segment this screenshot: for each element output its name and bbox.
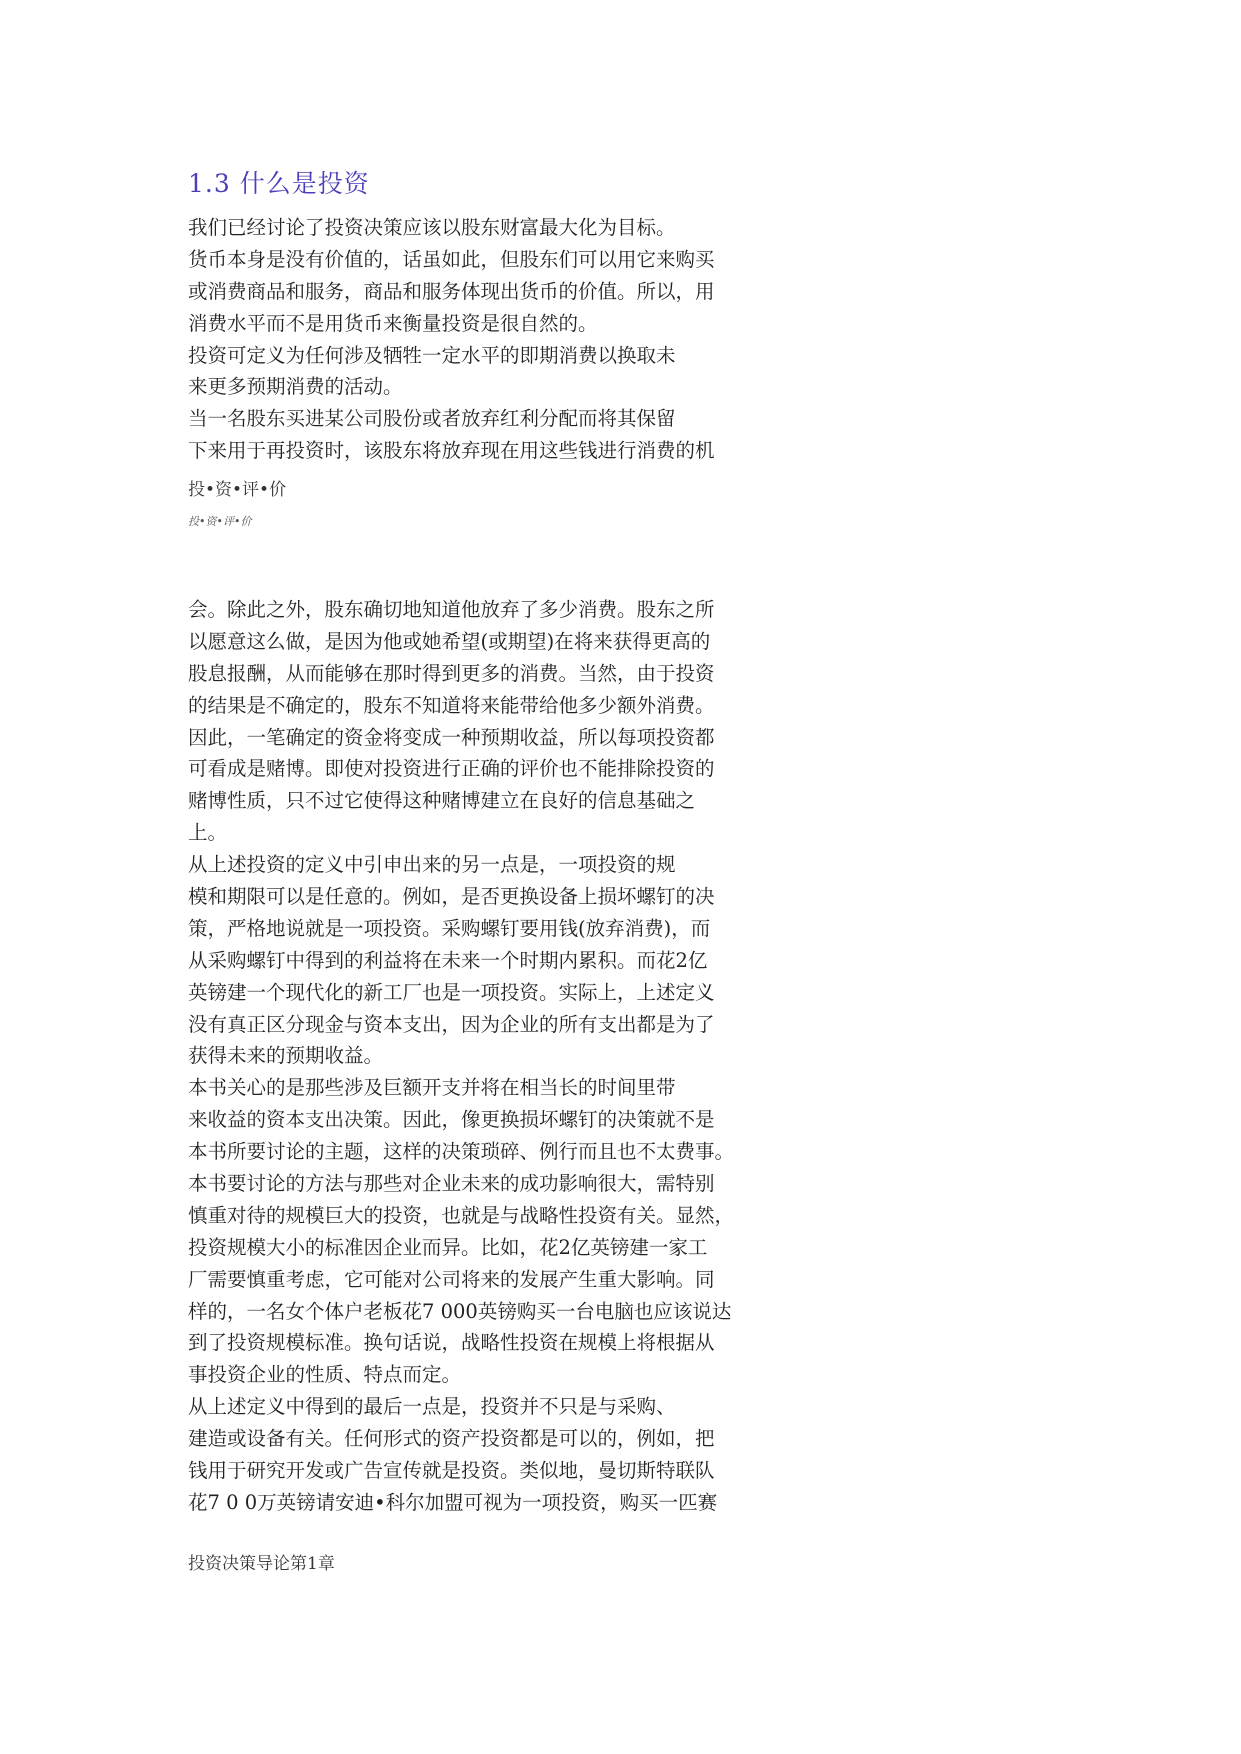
running-head: 投•资•评•价 (188, 480, 287, 500)
text-line: 模和期限可以是任意的。例如，是否更换设备上损坏螺钉的决 (188, 885, 715, 909)
text-line: 消费水平而不是用货币来衡量投资是很自然的。 (188, 311, 598, 335)
text-line: 上。 (188, 821, 228, 845)
text-line: 货币本身是没有价值的，话虽如此，但股东们可以用它来购买 (188, 247, 715, 271)
paragraph-block-main (188, 594, 734, 1519)
text-line: 本书要讨论的方法与那些对企业未来的成功影响很大，需特别 (188, 1172, 715, 1196)
text-line: 英镑建一个现代化的新工厂也是一项投资。实际上，上述定义 (188, 980, 715, 1004)
text-line: 到了投资规模标准。换句话说，战略性投资在规模上将根据从 (188, 1331, 715, 1355)
chapter-footer: 投资决策导论第1章 (188, 1554, 335, 1574)
text-line: 因此，一笔确定的资金将变成一种预期收益，所以每项投资都 (188, 725, 715, 749)
text-line: 来收益的资本支出决策。因此，像更换损坏螺钉的决策就不是 (188, 1108, 715, 1132)
text-line: 慎重对待的规模巨大的投资，也就是与战略性投资有关。显然， (188, 1203, 735, 1227)
text-line: 会。除此之外，股东确切地知道他放弃了多少消费。股东之所 (188, 598, 715, 621)
text-line: 我们已经讨论了投资决策应该以股东财富最大化为目标。 (188, 216, 676, 239)
text-line: 当一名股东买进某公司股份或者放弃红利分配而将其保留 (188, 407, 676, 431)
text-line: 没有真正区分现金与资本支出，因为企业的所有支出都是为了 (188, 1012, 715, 1036)
text-line: 股息报酬，从而能够在那时得到更多的消费。当然，由于投资 (188, 661, 715, 685)
text-line: 投资可定义为任何涉及牺牲一定水平的即期消费以换取未 (188, 343, 676, 367)
text-line: 花7 0 0万英镑请安迪•科尔加盟可视为一项投资，购买一匹赛 (188, 1490, 718, 1514)
text-line: 赌博性质，只不过它使得这种赌博建立在良好的信息基础之 (188, 789, 696, 813)
section-heading: 1.3 什么是投资 (188, 169, 370, 198)
text-line: 从采购螺钉中得到的利益将在未来一个时期内累积。而花2亿 (188, 948, 708, 972)
text-line: 钱用于研究开发或广告宣传就是投资。类似地，曼切斯特联队 (188, 1459, 715, 1483)
text-line: 厂需要慎重考虑，它可能对公司将来的发展产生重大影响。同 (188, 1267, 715, 1291)
text-line: 来更多预期消费的活动。 (188, 375, 403, 399)
running-head-small: 投•资•评•价 (188, 515, 252, 528)
text-line: 下来用于再投资时，该股东将放弃现在用这些钱进行消费的机 (188, 439, 715, 463)
text-line: 策，严格地说就是一项投资。采购螺钉要用钱(放弃消费)，而 (188, 916, 711, 940)
text-line: 建造或设备有关。任何形式的资产投资都是可以的，例如，把 (188, 1427, 715, 1451)
paragraph-block-top (188, 212, 715, 467)
text-line: 从上述投资的定义中引申出来的另一点是，一项投资的规 (188, 853, 676, 877)
text-line: 本书所要讨论的主题，这样的决策琐碎、例行而且也不太费事。 (188, 1140, 735, 1164)
text-line: 本书关心的是那些涉及巨额开支并将在相当长的时间里带 (188, 1076, 676, 1100)
text-line: 事投资企业的性质、特点而定。 (188, 1363, 462, 1387)
text-line: 投资规模大小的标准因企业而异。比如，花2亿英镑建一家工 (188, 1235, 708, 1259)
text-line: 或消费商品和服务，商品和服务体现出货币的价值。所以，用 (188, 279, 715, 303)
text-line: 以愿意这么做，是因为他或她希望(或期望)在将来获得更高的 (188, 629, 711, 653)
text-line: 从上述定义中得到的最后一点是，投资并不只是与采购、 (188, 1395, 676, 1419)
text-line: 的结果是不确定的，股东不知道将来能带给他多少额外消费。 (188, 693, 715, 717)
text-line: 获得未来的预期收益。 (188, 1044, 384, 1068)
text-line: 可看成是赌博。即使对投资进行正确的评价也不能排除投资的 (188, 757, 715, 781)
text-line: 样的，一名女个体户老板花7 000英镑购买一台电脑也应该说达 (188, 1299, 732, 1323)
